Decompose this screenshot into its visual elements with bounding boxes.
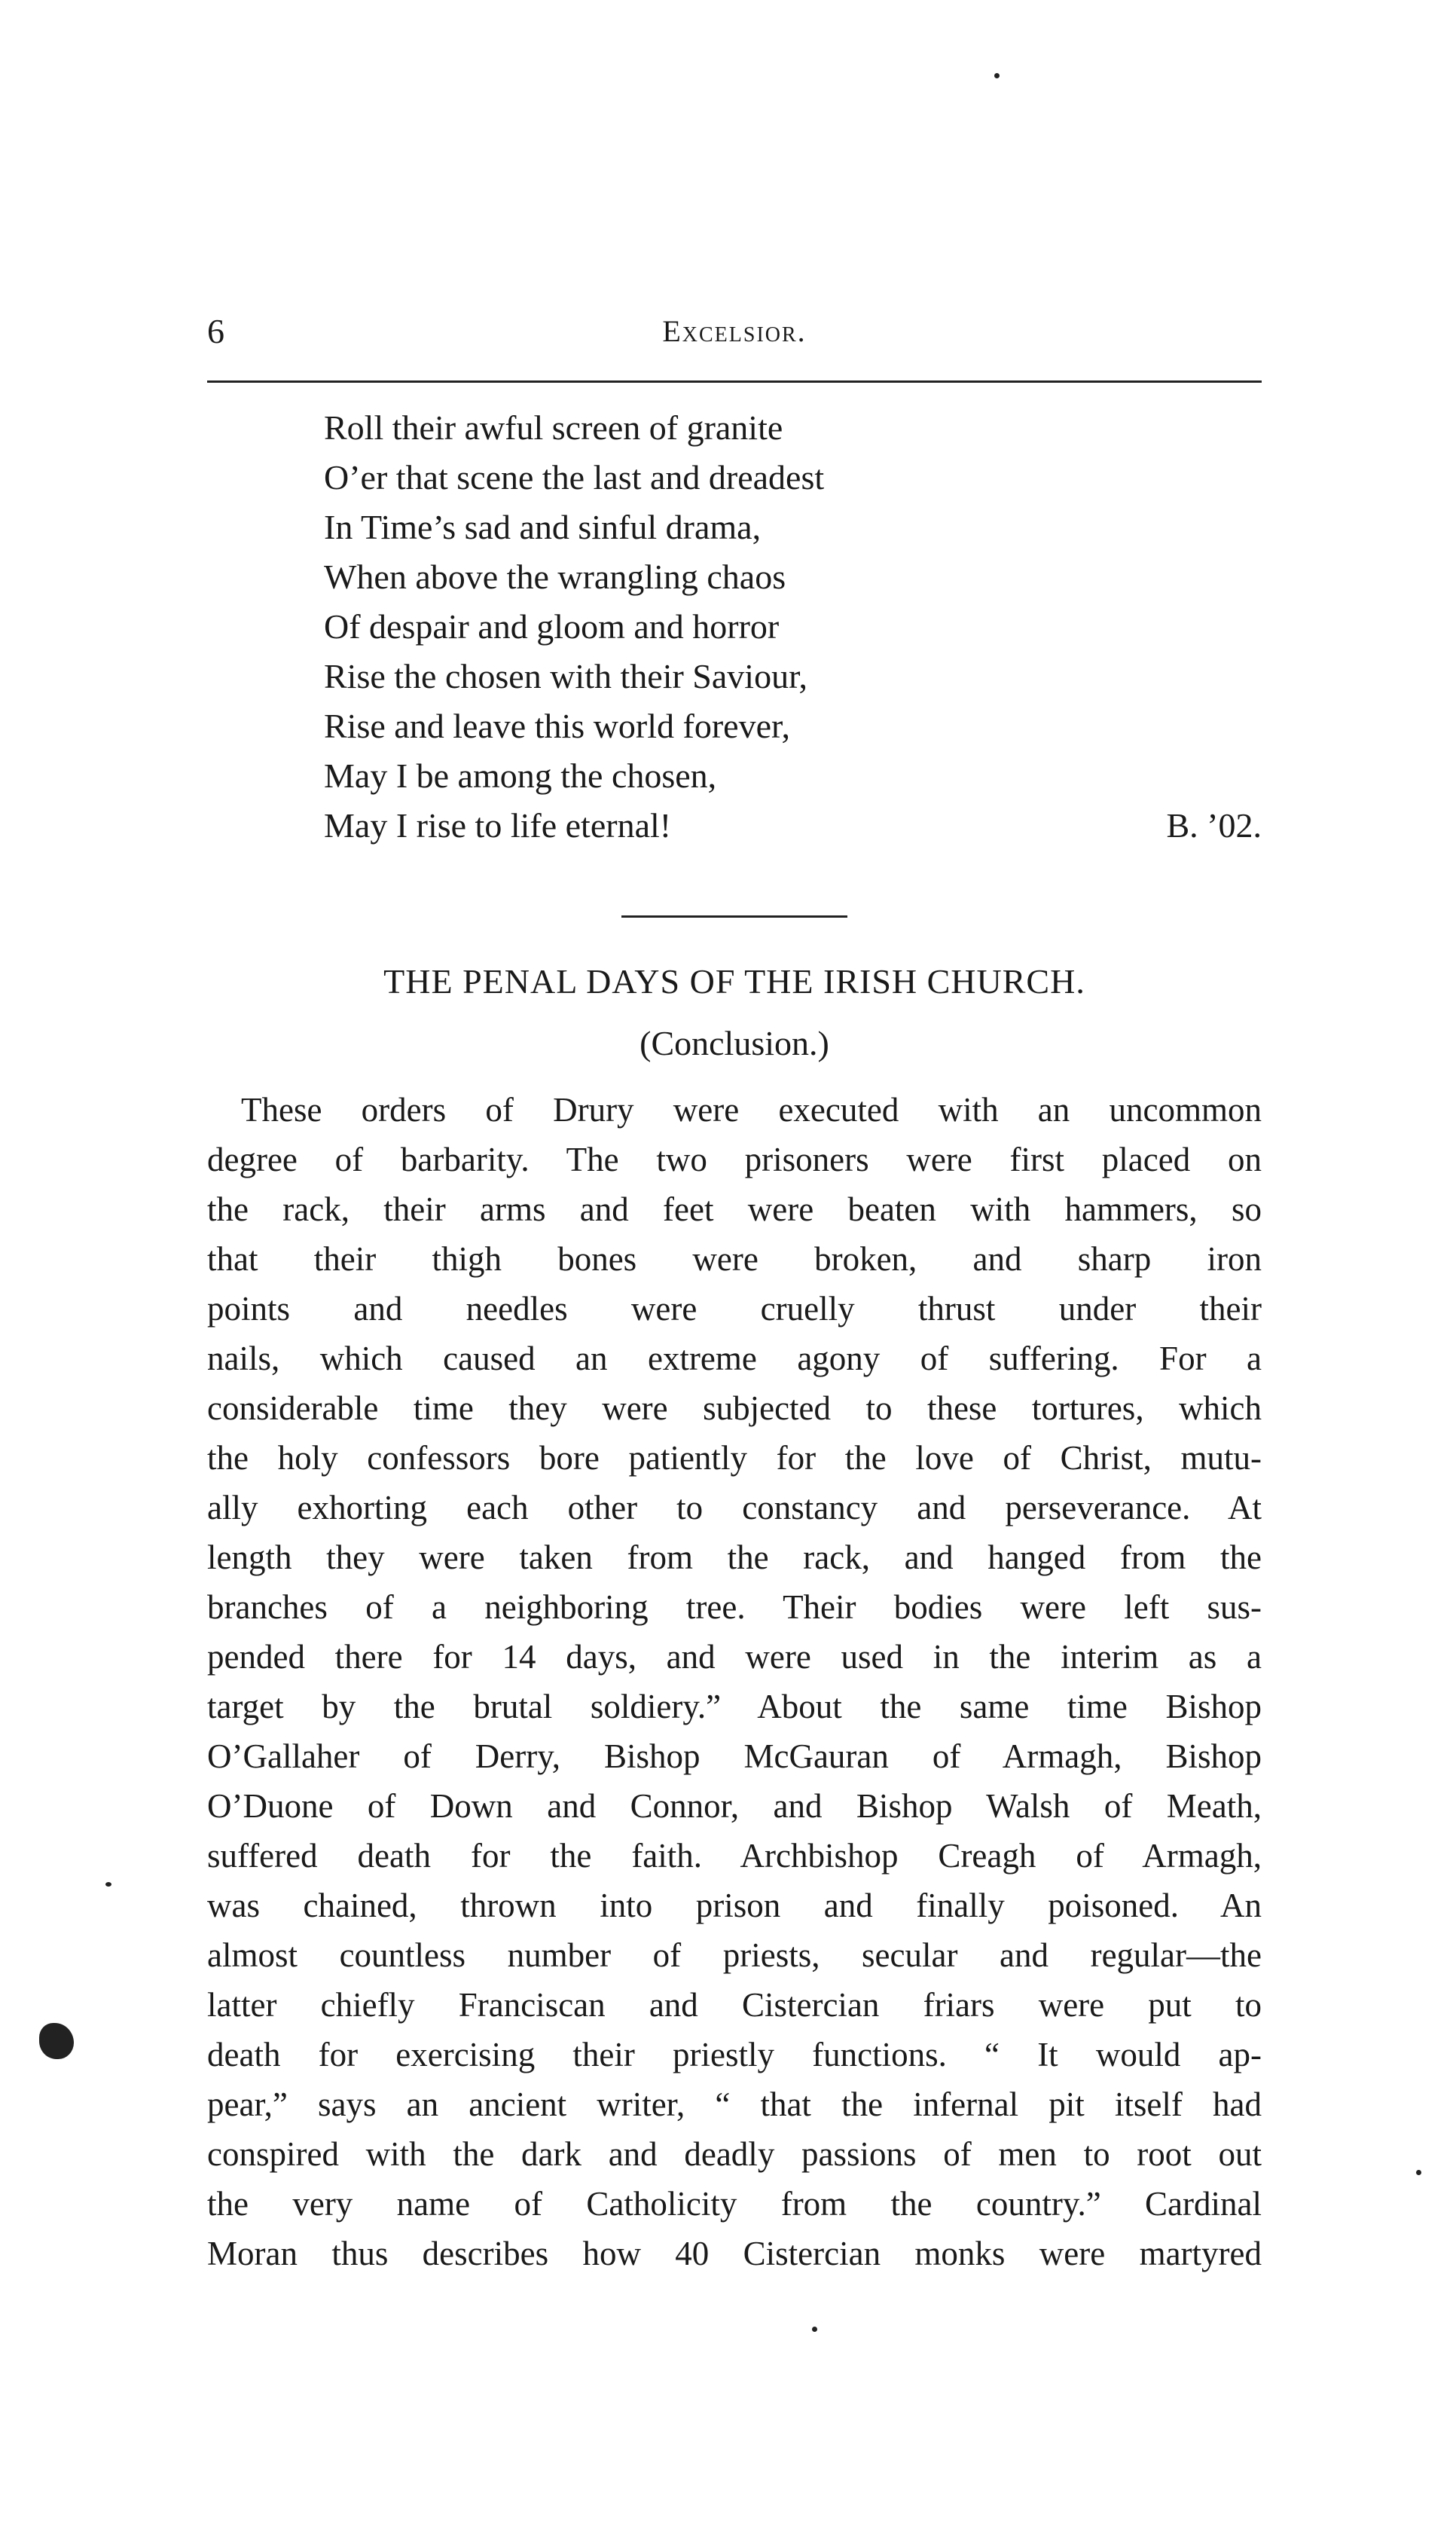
body-line: ally exhorting each other to constancy and perseverance. At — [207, 1489, 1262, 1526]
poem-stanza — [324, 403, 1262, 851]
scan-speck — [812, 2327, 817, 2332]
body-line: These orders of Drury were executed with an uncommon — [241, 1091, 1262, 1129]
poem-line: Of despair and gloom and horror — [324, 607, 780, 646]
running-title: Excelsior. — [662, 314, 807, 348]
article-body — [207, 1085, 1262, 2278]
poem-line-text: May I rise to life eternal! — [324, 806, 672, 845]
poem-line: Rise the chosen with their Saviour, — [324, 657, 808, 695]
body-line: suffered death for the faith. Archbishop Creagh of Armagh, — [207, 1837, 1262, 1875]
body-line: pended there for 14 days, and were used in the interim as a — [207, 1638, 1262, 1676]
poem-signature: B. ’02. — [1166, 806, 1262, 845]
body-line: O’Gallaher of Derry, Bishop McGauran of Armagh, Bishop — [207, 1737, 1262, 1775]
body-line: death for exercising their priestly functions. “ It would ap- — [207, 2036, 1262, 2073]
page-number: 6 — [207, 312, 224, 350]
header-rule — [207, 380, 1262, 383]
body-line: branches of a neighboring tree. Their bodies were left sus- — [207, 1588, 1262, 1626]
scan-blot — [39, 2023, 74, 2059]
running-head — [207, 305, 1262, 358]
body-line: considerable time they were subjected to these tortures, which — [207, 1389, 1262, 1427]
scan-speck — [105, 1882, 111, 1887]
poem-line: O’er that scene the last and dreadest — [324, 458, 825, 497]
body-line: O’Duone of Down and Connor, and Bishop Walsh of Meath, — [207, 1787, 1262, 1825]
scan-speck — [1416, 2170, 1421, 2175]
article-subtitle: (Conclusion.) — [639, 1024, 829, 1062]
body-line: that their thigh bones were broken, and sharp iron — [207, 1240, 1262, 1278]
body-line: nails, which caused an extreme agony of suffering. For a — [207, 1340, 1262, 1377]
poem-line: In Time’s sad and sinful drama, — [324, 508, 762, 546]
body-line: latter chiefly Franciscan and Cistercian friars were put to — [207, 1986, 1262, 2024]
body-line: target by the brutal soldiery.” About the same time Bishop — [207, 1688, 1262, 1725]
article-title: THE PENAL DAYS OF THE IRISH CHURCH. — [383, 962, 1085, 1001]
body-line: almost countless number of priests, secular and regular—the — [207, 1936, 1262, 1974]
body-line: degree of barbarity. The two prisoners were first placed on — [207, 1141, 1262, 1178]
body-line: the holy confessors bore patiently for the love of Christ, mutu- — [207, 1439, 1262, 1477]
body-line: the very name of Catholicity from the country.” Cardinal — [207, 2185, 1262, 2223]
poem-line: When above the wrangling chaos — [324, 558, 786, 596]
body-line: pear,” says an ancient writer, “ that the infernal pit itself had — [207, 2086, 1262, 2123]
scan-speck — [994, 73, 1000, 78]
body-line: the rack, their arms and feet were beaten with hammers, so — [207, 1190, 1262, 1228]
poem-line: May I be among the chosen, — [324, 756, 717, 795]
poem-line: Roll their awful screen of granite — [324, 408, 783, 447]
poem-last-line — [324, 801, 1262, 851]
body-line: was chained, thrown into prison and finally poisoned. An — [207, 1887, 1262, 1924]
body-line: length they were taken from the rack, and hanged from the — [207, 1539, 1262, 1576]
body-line: Moran thus describes how 40 Cistercian monks were martyred — [207, 2235, 1262, 2272]
body-line: points and needles were cruelly thrust under their — [207, 1290, 1262, 1328]
section-divider — [621, 915, 847, 918]
poem-line: Rise and leave this world forever, — [324, 707, 790, 745]
body-line: conspired with the dark and deadly passions of men to root out — [207, 2135, 1262, 2173]
